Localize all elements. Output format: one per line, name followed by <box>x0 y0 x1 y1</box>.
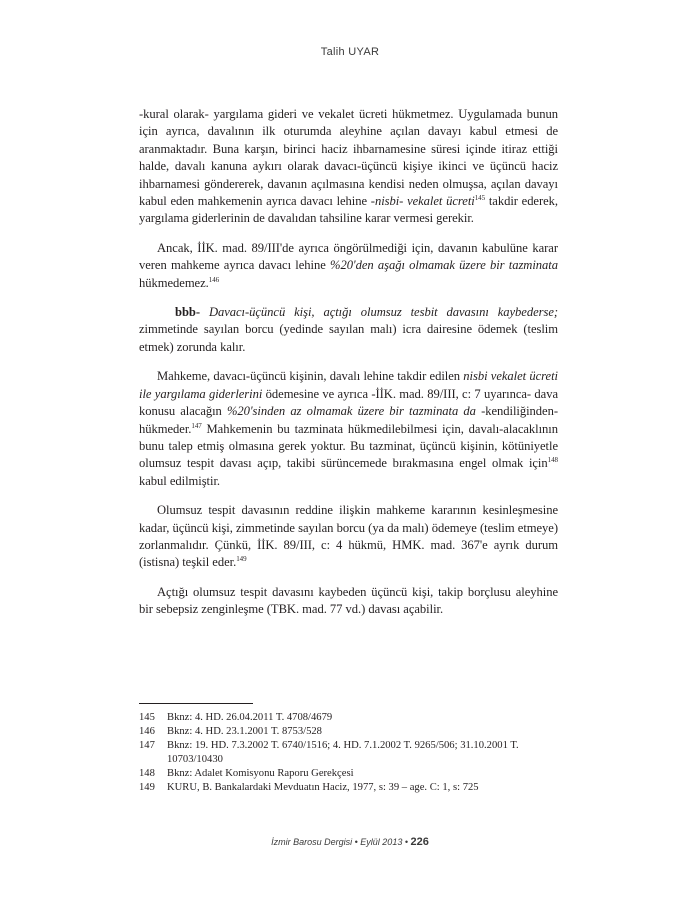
paragraph-1 <box>139 106 558 228</box>
italic-run: %20'den aşağı olmamak üzere bir tazminata <box>330 258 558 273</box>
body-text <box>139 106 558 631</box>
footnote-text: Bknz: 4. HD. 26.04.2011 T. 4708/4679 <box>167 712 333 723</box>
footnote-ref[interactable]: 145 <box>474 193 486 202</box>
footnote-text: Bknz: Adalet Komisyonu Raporu Gerekçesi <box>167 768 354 779</box>
paragraph-4 <box>139 368 558 490</box>
footnote-number: 146 <box>139 726 155 737</box>
footnote-number: 147 <box>139 740 155 751</box>
footnote-ref[interactable]: 147 <box>191 421 202 430</box>
paragraph-2 <box>139 240 558 292</box>
footnote-divider <box>139 703 253 704</box>
text-run: Olumsuz tespit davasının reddine ilişkin mahkeme kararının kesinleşmesine kadar, üçüncü kişi, zimmetinde sayılan borcu (ya da malı) ödemeye (teslim etmeye) zorlanmalıdır. Çünkü, İİK. 89/III, c: 4 hükmü, HMK. mad. 367'e ayrık durum (istisna) teşkil eder. <box>139 503 558 570</box>
text-run: Açtığı olumsuz tespit davasını kaybeden üçüncü kişi, takip borçlusu aleyhine bir sebepsiz zenginleşme (TBK. mad. 77 vd.) davası açabilir. <box>139 584 558 617</box>
author-name: Talih UYAR <box>320 46 380 58</box>
text-run: takdir ederek, yargılama giderlerinin de davalıdan tahsiline karar vermesi gerekir. <box>139 194 559 226</box>
text-run: ödemesine ve ayrıca -İİK. mad. 89/III, c: 7 uyarınca- dava konusu alacağın <box>139 386 558 419</box>
journal-name: İzmir Barosu Dergisi • Eylül 2013 • <box>271 837 408 847</box>
paragraph-3 <box>139 304 558 356</box>
italic-run: Davacı-üçüncü kişi, açtığı olumsuz tesbit davasını kaybederse; <box>200 305 558 320</box>
text-run: hükmedemez. <box>139 275 209 290</box>
paragraph-5 <box>139 502 558 572</box>
page-number: 226 <box>410 836 429 848</box>
footnotes <box>139 711 559 795</box>
footnote-ref[interactable]: 148 <box>547 456 558 465</box>
italic-run: nisbi vekalet ücreti ile yargılama giderlerini <box>139 369 558 401</box>
footnote-text: Bknz: 4. HD. 23.1.2001 T. 8753/528 <box>167 726 322 737</box>
footnote-text: Bknz: 19. HD. 7.3.2002 T. 6740/1516; 4. HD. 7.1.2002 T. 9265/506; 31.10.2001 T. 10703/10430 <box>167 740 519 765</box>
italic-run: %20'sinden az olmamak üzere bir tazminata da <box>226 404 476 419</box>
paragraph-6 <box>139 584 558 619</box>
footnote-item <box>139 767 559 781</box>
text-run: kabul edilmiştir. <box>139 473 221 488</box>
footnote-number: 148 <box>139 768 155 779</box>
section-marker: bbb- <box>175 305 201 320</box>
running-footer <box>0 836 700 848</box>
text-run: zimmetinde sayılan borcu (yedinde sayılan malı) icra dairesine ödemek (teslim etmek) zorunda kalır. <box>139 322 558 354</box>
footnote-text: KURU, B. Bankalardaki Mevduatın Haciz, 1977, s: 39 – age. C: 1, s: 725 <box>167 782 479 793</box>
footnote-ref[interactable]: 146 <box>208 275 220 284</box>
footnote-item <box>139 711 559 725</box>
text-run: Mahkemenin bu tazminata hükmedilebilmesi için, davalı-alacaklının bunu talep etmiş olmasına gerek yoktur. Bu tazminat, üçüncü kişinin, kötüniyetle olumsuz tespit davası açıp, takibi sürüncemede bırakmasına engel olmak için <box>139 421 558 471</box>
running-header <box>0 46 700 58</box>
footnote-item <box>139 725 559 739</box>
italic-run: -nisbi- vekalet ücreti <box>370 194 475 209</box>
text-run: Mahkeme, davacı-üçüncü kişinin, davalı lehine takdir edilen <box>157 369 464 384</box>
text-run: Ancak, İİK. mad. 89/III'de ayrıca öngörülmediği için, davanın kabulüne karar veren mahkeme ayrıca davacı lehine <box>139 240 558 273</box>
footnote-item <box>139 781 559 795</box>
footnote-ref[interactable]: 149 <box>236 555 247 564</box>
text-run: -kendiliğinden- hükmeder. <box>139 404 558 436</box>
footnote-item <box>139 739 559 767</box>
footnote-number: 145 <box>139 712 155 723</box>
text-run: -kural olarak- yargılama gideri ve vekalet ücreti hükmetmez. Uygulamada bunun için ayrıca, davalının ilk oturumda aleyhine açılan davayı kabul etmesi de aranmaktadır. Buna karşın, birinci haciz ihbarnamesine süresi içinde itiraz ettiği halde, davalı kanuna aykırı olarak davacı-üçüncü kişiye ikinci ve üçüncü haciz ihbarnamesi göndererek, davanın açılmasına kendisi neden olmuşsa, açılan davayı kabul eden mahkemenin ayrıca davacı lehine <box>139 107 558 209</box>
footnote-number: 149 <box>139 782 155 793</box>
